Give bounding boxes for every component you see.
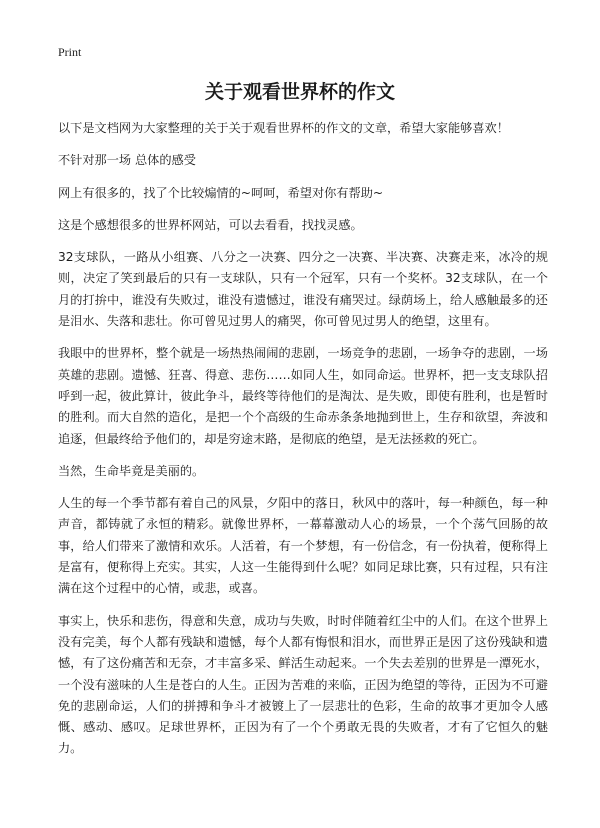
body-paragraph: 我眼中的世界杯，整个就是一场热热闹闹的悲剧，一场竞争的悲剧，一场争夺的悲剧，一场英雄的悲剧。遗憾、狂喜、得意、悲伤……如同人生，如同命运。世界杯，把一支支球队招呼到一起，彼此算计，彼此争斗，最终等待他们的是淘汰、是失败，即使有胜利，也是暂时的胜利。而大自然的造化，是把一个个高级的生命赤条条地抛到世上，生存和欲望，奔波和追逐，但最终给予他们的，却是穷途末路，是彻底的绝望，是无法拯救的死亡。: [58, 346, 548, 446]
body-paragraph: 这是个感想很多的世界杯网站，可以去看看，找找灵感。: [58, 217, 363, 232]
body-paragraph: 32支球队，一路从小组赛、八分之一决赛、四分之一决赛、半决赛、决赛走来，冰冷的规则，决定了笑到最后的只有一支球队，只有一个冠军，只有一个奖杯。32支球队，在一个月的打拚中，谁没有失败过，谁没有遗憾过，谁没有痛哭过。绿荫场上，给人感触最多的还是泪水、失落和悲壮。你可曾见过男人的痛哭，你可曾见过男人的绝望，这里有。: [58, 250, 548, 329]
subheading-paragraph: 不针对那一场 总体的感受: [58, 153, 196, 168]
intro-paragraph: 以下是文档网为大家整理的关于关于观看世界杯的作文的文章，希望大家能够喜欢！: [58, 121, 509, 135]
document-body: [58, 118, 548, 771]
document-title: 关于观看世界杯的作文: [204, 81, 395, 103]
body-paragraph: 当然，生命毕竟是美丽的。: [58, 463, 205, 478]
body-paragraph: 人生的每一个季节都有着自己的风景，夕阳中的落日，秋风中的落叶，每一种颜色，每一种声音，都铸就了永恒的精彩。就像世界杯，一幕幕激动人心的场景，一个个荡气回肠的故事，给人们带来了激情和欢乐。人活着，有一个梦想，有一份信念，有一份执着，便称得上是富有，便称得上充实。其实，人这一生能得到什么呢？如同足球比赛，只有过程，只有注满在这个过程中的心情，或悲，或喜。: [58, 496, 548, 596]
body-paragraph: 事实上，快乐和悲伤，得意和失意，成功与失败，时时伴随着红尘中的人们。在这个世界上没有完美，每个人都有残缺和遗憾，每个人都有悔恨和泪水，而世界正是因了这份残缺和遗憾，有了这份痛苦和无奈，才丰富多采、鲜活生动起来。一个失去差别的世界是一潭死水，一个没有滋味的人生是苍白的人生。正因为苦难的来临，正因为绝望的等待，正因为不可避免的悲剧命运，人们的拼搏和争斗才被镀上了一层悲壮的色彩，生命的故事才更加令人感慨、感动、感叹。足球世界杯，正因为有了一个个勇敢无畏的失败者，才有了它恒久的魅力。: [58, 613, 548, 756]
print-link[interactable]: Print: [58, 45, 82, 59]
body-paragraph: 网上有很多的，找了个比较煽情的~呵呵，希望对你有帮助~: [58, 185, 384, 200]
